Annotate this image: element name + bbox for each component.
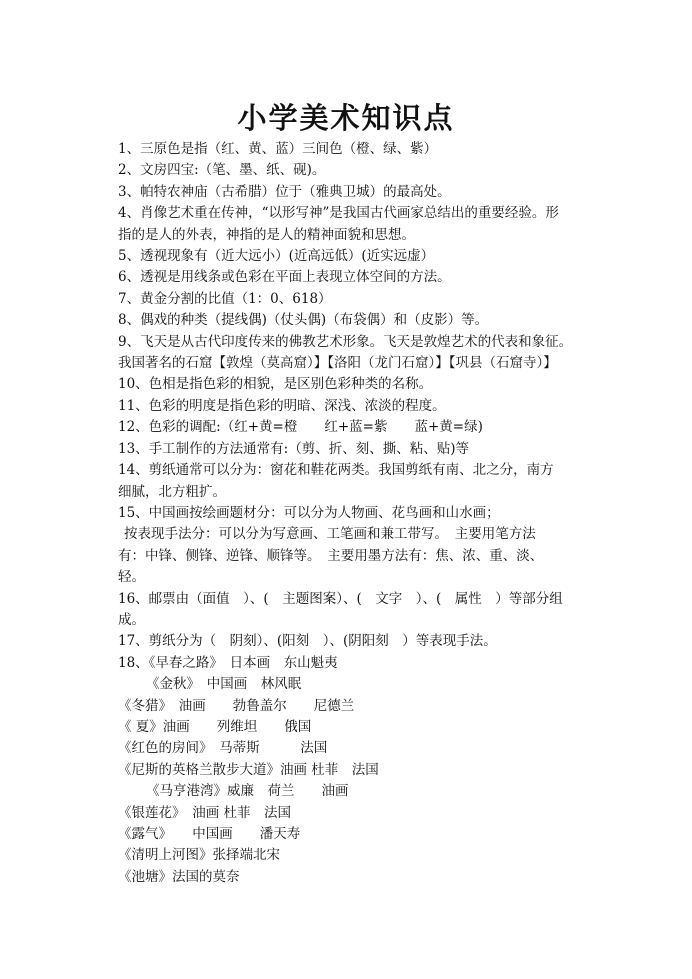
text-line: 《银莲花》 油画 杜菲 法国 (118, 804, 292, 821)
text-line: 轻。 (118, 569, 145, 586)
document-title: 小学美术知识点 (237, 101, 455, 135)
text-line: 3、帕特农神庙（古希腊）位于（雅典卫城）的最高处。 (118, 183, 451, 200)
text-line: 《 夏》油画 列维坦 俄国 (118, 718, 312, 735)
document-body (118, 139, 580, 888)
text-line: 《冬猎》 油画 勃鲁盖尔 尼德兰 (118, 697, 355, 714)
text-line: 15、中国画按绘画题材分：可以分为人物画、花鸟画和山水画； (118, 504, 500, 521)
text-line: 指的是人的外表，神指的是人的精神面貌和思想。 (118, 226, 415, 243)
text-line: 4、肖像艺术重在传神，“以形写神”是我国古代画家总结出的重要经验。形 (118, 205, 559, 222)
text-line: 按表现手法分：可以分为写意画、工笔画和兼工带写。 主要用笔方法 (124, 526, 536, 543)
text-line: 《露气》 中国画 潘天寿 (118, 826, 301, 842)
text-line: 7、黄金分割的比值（1：0、618） (118, 290, 332, 307)
text-line: 《尼斯的英格兰散步大道》油画 杜菲 法国 (118, 761, 379, 778)
text-line: 10、色相是指色彩的相貌，是区别色彩种类的名称。 (118, 376, 433, 393)
text-line: 11、色彩的明度是指色彩的明暗、深浅、浓淡的程度。 (118, 397, 446, 414)
text-line: 16、邮票由（面值 ）、( 主题图案）、( 文字 ）、( 属性 ）等部分组 (118, 590, 563, 607)
text-line: 8、偶戏的种类（提线偶)（仗头偶)（布袋偶）和（皮影）等。 (118, 312, 489, 329)
text-line: 14、剪纸通常可以分为：窗花和鞋花两类。我国剪纸有南、北之分，南方 (118, 462, 554, 479)
text-line: 《红色的房间》 马蒂斯 法国 (118, 740, 328, 757)
text-line: 我国著名的石窟【敦煌（莫高窟）】【洛阳（龙门石窟）】【巩县（石窟寺）】 (118, 355, 557, 372)
text-line: 《清明上河图》张择端北宋 (118, 847, 280, 864)
text-line: 细腻，北方粗扩。 (118, 483, 226, 500)
text-line: 5、透视现象有（近大远小）(近高远低）(近实远虚） (118, 248, 435, 265)
text-line: 《金秋》 中国画 林风眠 (146, 676, 302, 693)
text-line: 2、文房四宝:（笔、墨、纸、砚)。 (118, 162, 326, 179)
text-line: 6、透视是用线条或色彩在平面上表现立体空间的方法。 (118, 269, 451, 286)
text-line: 有：中锋、侧锋、逆锋、顺锋等。 主要用墨方法有：焦、浓、重、淡、 (118, 547, 544, 564)
text-line: 17、剪纸分为（ 阴刻）、(阳刻 ）、(阴阳刻 ）等表现手法。 (118, 633, 497, 650)
text-line: 12、色彩的调配:（红+黄=橙 红+蓝=紫 蓝+黄=绿) (118, 419, 483, 436)
text-line: 成。 (118, 611, 145, 628)
text-line: 1、三原色是指（红、黄、蓝）三间色（橙、绿、紫） (118, 141, 438, 157)
text-line: 9、飞天是从古代印度传来的佛教艺术形象。飞天是敦煌艺术的代表和象征。 (118, 333, 573, 350)
text-line: 18、《早春之路》 日本画 东山魁夷 (118, 654, 338, 671)
text-line: 《马亨港湾》威廉 荷兰 油画 (146, 783, 349, 800)
text-line: 13、手工制作的方法通常有:（剪、折、刻、撕、粘、贴)等 (118, 440, 469, 457)
text-line: 《池塘》法国的莫奈 (118, 868, 240, 885)
